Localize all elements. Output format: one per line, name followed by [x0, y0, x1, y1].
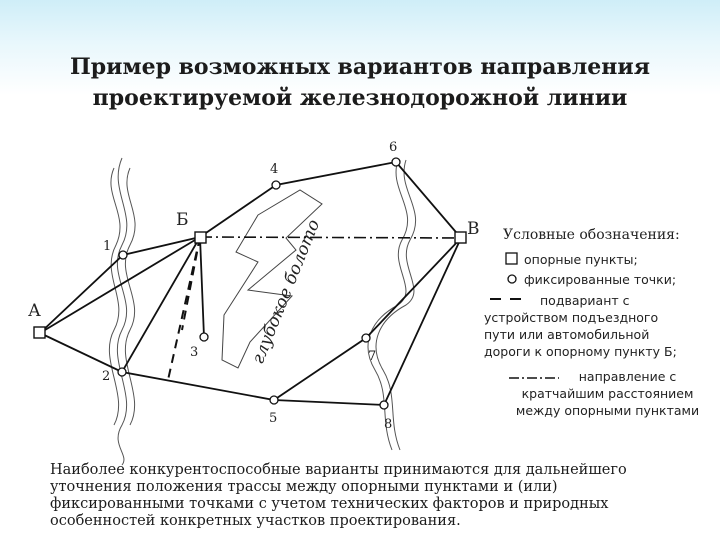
legend-item-square: опорные пункты; [524, 252, 638, 267]
label-8: 8 [384, 417, 393, 432]
label-b: Б [176, 210, 189, 230]
label-2: 2 [102, 369, 111, 384]
fixed-point-6 [392, 158, 400, 166]
left-river [109, 158, 135, 465]
label-7: 7 [368, 349, 377, 364]
support-point-a [34, 327, 45, 338]
legend-item-dashed: подвариант с устройством подъездного пути или автомобильной дороги к опорному пункту Б; [484, 293, 677, 359]
support-point-v [455, 232, 466, 243]
fixed-point-7 [362, 334, 370, 342]
label-6: 6 [389, 140, 398, 155]
label-5: 5 [269, 411, 278, 426]
label-1: 1 [103, 239, 112, 254]
fixed-point-8 [380, 401, 388, 409]
label-3: 3 [190, 345, 199, 360]
legend-square-symbol [505, 252, 519, 266]
footer-text: Наиболее конкурентоспособные варианты принимаются для дальнейшего уточнения положения трассы между опорными пунктами и (или) фиксированными точками с учетом технических факторов и природных особенностей конкретных участков проектирования. [50, 462, 627, 529]
fixed-point-3 [200, 333, 208, 341]
label-v: В [467, 219, 480, 239]
legend-title: Условные обозначения: [503, 227, 680, 243]
route-shortest [200, 237, 461, 238]
right-stream [368, 160, 416, 450]
swamp-label: глубокое болото [248, 216, 325, 367]
fixed-point-4 [272, 181, 280, 189]
fixed-point-1 [119, 251, 127, 259]
legend-item-circle: фиксированные точки; [524, 272, 677, 287]
fixed-point-2 [118, 368, 126, 376]
label-4: 4 [270, 162, 279, 177]
legend-item-dashdot: направление с кратчайшим расстоянием между опорными пунктами [515, 369, 700, 418]
support-point-b [195, 232, 206, 243]
label-a: А [28, 301, 41, 321]
page-title: Пример возможных вариантов направления проектируемой железнодорожной линии [70, 54, 650, 111]
legend-circle-symbol [505, 272, 519, 286]
fixed-point-5 [270, 396, 278, 404]
